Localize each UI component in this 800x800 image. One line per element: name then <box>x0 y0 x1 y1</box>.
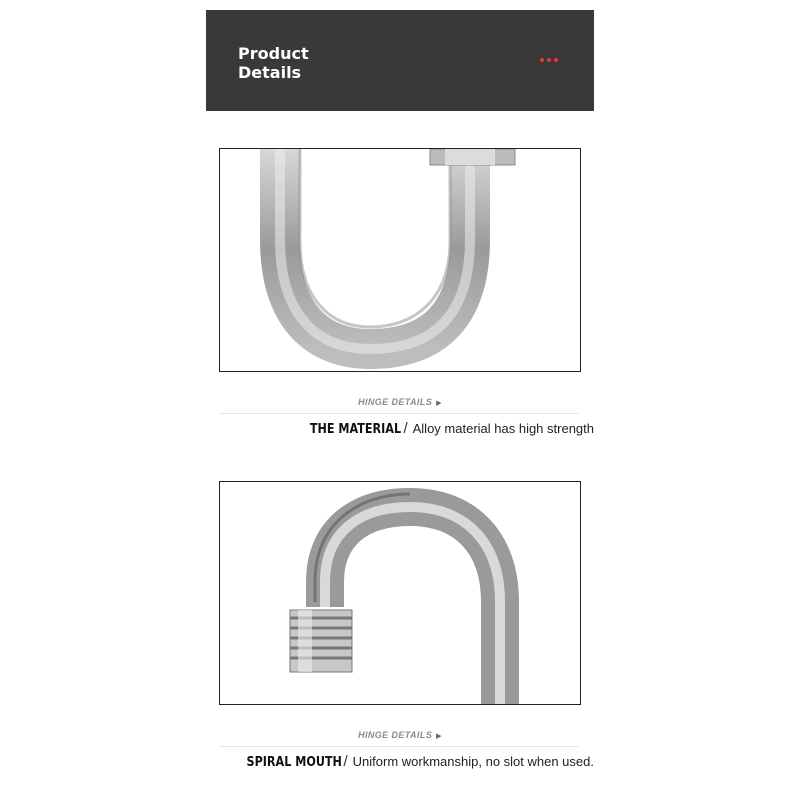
feature-title: SPIRAL MOUTH <box>246 755 342 770</box>
hinge-details-caption <box>200 729 600 741</box>
product-details-header <box>206 10 594 111</box>
more-dots-icon <box>540 58 561 62</box>
spiral-mouth-photo <box>219 481 581 705</box>
separator: / <box>403 420 408 437</box>
play-triangle-icon: ▶ <box>436 733 442 740</box>
divider <box>219 413 579 414</box>
hinge-details-caption <box>200 396 600 408</box>
feature-material <box>206 419 594 439</box>
divider <box>219 746 579 747</box>
feature-title: THE MATERIAL <box>310 422 402 437</box>
caption-text: HINGE DETAILS <box>358 397 433 407</box>
u-shaped-hinge-icon <box>220 149 580 371</box>
threaded-hook-icon <box>220 482 580 704</box>
play-triangle-icon: ▶ <box>436 400 442 407</box>
header-title: Product Details <box>238 44 309 82</box>
feature-description: Uniform workmanship, no slot when used. <box>352 754 594 769</box>
separator: / <box>343 753 348 770</box>
caption-text: HINGE DETAILS <box>358 730 433 740</box>
feature-description: Alloy material has high strength <box>412 421 594 436</box>
hinge-detail-photo <box>219 148 581 372</box>
feature-spiral-mouth <box>206 752 594 772</box>
